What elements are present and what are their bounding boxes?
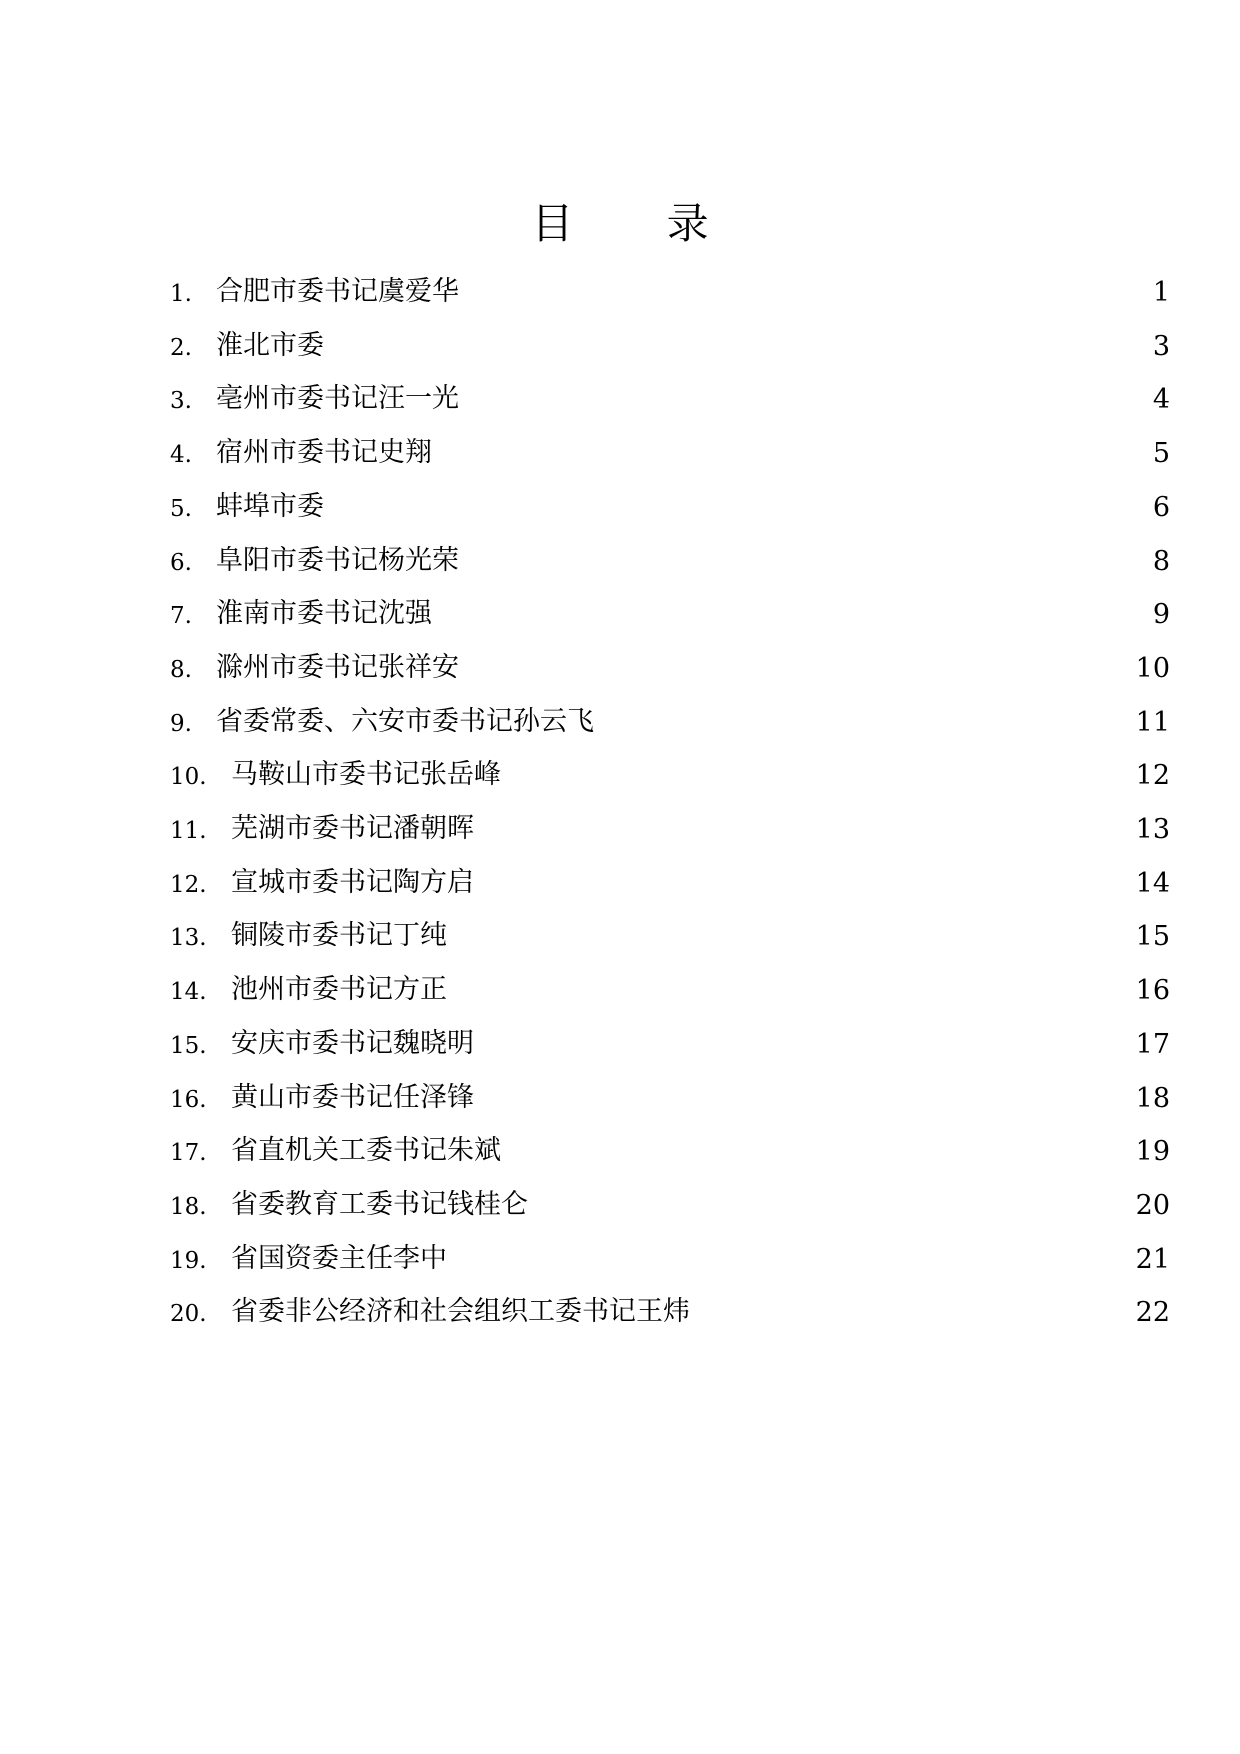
toc-entry-page: 6 [1152, 491, 1170, 523]
toc-entry-title: 省委非公经济和社会组织工委书记王炜 [231, 1296, 690, 1328]
toc-entry-title: 省国资委主任李中 [231, 1242, 447, 1274]
toc-entry-page: 15 [1135, 921, 1170, 953]
toc-entry-page: 3 [1152, 330, 1170, 362]
toc-entry-title: 安庆市委书记魏晓明 [231, 1027, 474, 1059]
toc-entry[interactable] [0, 1293, 1240, 1333]
toc-entry-number: 10. [170, 764, 207, 791]
toc-entry-number: 16. [170, 1086, 207, 1113]
toc-entry-title: 蚌埠市委 [216, 490, 324, 522]
toc-entry-number: 11. [170, 818, 207, 844]
toc-entry-number: 1. [170, 281, 192, 307]
toc-entry-page: 19 [1135, 1136, 1170, 1168]
toc-entry[interactable] [0, 595, 1240, 635]
toc-entry-page: 8 [1152, 545, 1170, 577]
toc-entry-number: 15. [170, 1032, 207, 1059]
toc-entry-number: 17. [170, 1140, 207, 1167]
toc-entry[interactable] [0, 273, 1240, 313]
toc-entry-page: 14 [1135, 867, 1170, 899]
toc-entry-page: 13 [1135, 814, 1170, 845]
toc-entry-title: 马鞍山市委书记张岳峰 [231, 759, 501, 791]
toc-entry[interactable] [0, 649, 1240, 689]
toc-entry-number: 5. [170, 495, 192, 522]
toc-entry-number: 2. [170, 334, 192, 361]
toc-entry[interactable] [0, 864, 1240, 904]
toc-entry[interactable] [0, 1240, 1240, 1280]
toc-entry-title: 省委常委、六安市委书记孙云飞 [216, 705, 594, 737]
toc-entry-title: 芜湖市委书记潘朝晖 [231, 813, 474, 844]
toc-entry-title: 铜陵市委书记丁纯 [231, 920, 447, 952]
toc-entry-number: 19. [170, 1247, 207, 1274]
toc-entry-page: 9 [1152, 599, 1170, 631]
toc-entry[interactable] [0, 488, 1240, 528]
toc-entry-page: 10 [1135, 652, 1170, 684]
toc-entry[interactable] [0, 703, 1240, 743]
toc-entry[interactable] [0, 434, 1240, 474]
toc-entry-title: 阜阳市委书记杨光荣 [216, 544, 459, 576]
toc-entry-title: 淮南市委书记沈强 [216, 598, 432, 630]
toc-entry[interactable] [0, 1132, 1240, 1172]
toc-entry-title: 黄山市委书记任泽锋 [231, 1081, 474, 1113]
toc-entry-number: 14. [170, 979, 207, 1006]
toc-entry-number: 3. [170, 388, 192, 415]
toc-entry-number: 13. [170, 925, 207, 952]
toc-entry-title: 宣城市委书记陶方启 [231, 866, 474, 898]
toc-entry-number: 18. [170, 1193, 207, 1220]
toc-entry[interactable] [0, 1186, 1240, 1226]
toc-entry-title: 合肥市委书记虞爱华 [216, 276, 459, 307]
toc-entry[interactable] [0, 917, 1240, 957]
toc-entry-number: 20. [170, 1301, 207, 1328]
page-title: 目 录 [531, 199, 749, 249]
toc-entry-page: 22 [1135, 1297, 1170, 1329]
toc-entry-title: 宿州市委书记史翔 [216, 437, 432, 469]
toc-entry[interactable] [0, 380, 1240, 420]
toc-entry[interactable] [0, 756, 1240, 796]
toc-entry-page: 21 [1135, 1243, 1170, 1275]
toc-entry-page: 5 [1152, 438, 1170, 470]
toc-entry-page: 11 [1135, 706, 1170, 738]
toc-entry-page: 16 [1135, 975, 1170, 1007]
toc-entry-title: 淮北市委 [216, 329, 324, 361]
toc-entry-title: 省委教育工委书记钱桂仑 [231, 1188, 528, 1220]
toc-entry-page: 17 [1135, 1028, 1170, 1060]
toc-entry-number: 12. [170, 871, 207, 898]
toc-entry[interactable] [0, 1079, 1240, 1119]
toc-entry-title: 亳州市委书记汪一光 [216, 383, 459, 415]
toc-entry-number: 6. [170, 549, 192, 576]
toc-entry-title: 滁州市委书记张祥安 [216, 651, 459, 683]
toc-entry-number: 7. [170, 603, 192, 630]
toc-entry-page: 20 [1135, 1189, 1170, 1221]
toc-entry-page: 4 [1152, 384, 1170, 416]
toc-entry-page: 12 [1135, 760, 1170, 792]
toc-entry[interactable] [0, 327, 1240, 367]
toc-entry-page: 1 [1152, 277, 1170, 308]
toc-entry-title: 池州市委书记方正 [231, 974, 447, 1006]
toc-entry-page: 18 [1135, 1082, 1170, 1114]
toc-entry[interactable] [0, 810, 1240, 850]
toc-entry-number: 9. [170, 710, 192, 737]
toc-entry[interactable] [0, 971, 1240, 1011]
toc-entry[interactable] [0, 1025, 1240, 1065]
toc-entry-number: 8. [170, 656, 192, 683]
toc-entry[interactable] [0, 542, 1240, 582]
toc-entry-number: 4. [170, 442, 192, 469]
toc-entry-title: 省直机关工委书记朱斌 [231, 1135, 501, 1167]
